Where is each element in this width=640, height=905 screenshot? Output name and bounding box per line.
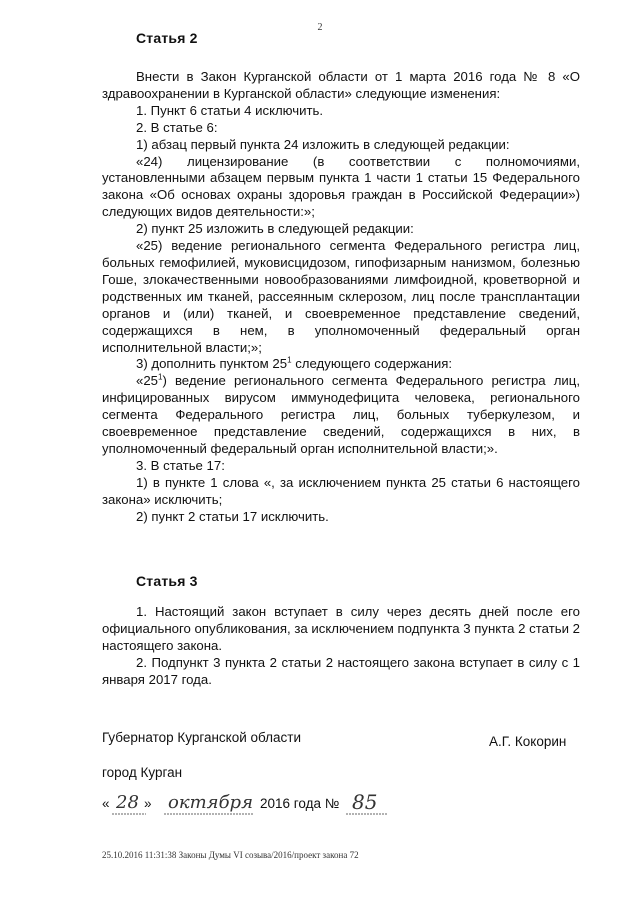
- paragraph-25-1-superscript: 1: [158, 372, 163, 382]
- article-2-item-3: 3. В статье 17:: [136, 457, 225, 473]
- date-year-text: 2016 года №: [260, 796, 340, 811]
- signing-date: [102, 792, 402, 820]
- article-2-item-2-3: [102, 356, 580, 373]
- article-2-body: [102, 69, 580, 525]
- article-3-paragraph-1: 1. Настоящий закон вступает в силу через десять дней после его официального опубликования, за исключением подпункта 3 пункта 2 статьи 2 настоящего закона.: [102, 604, 580, 653]
- date-open-quote: «: [102, 796, 110, 811]
- article-3-body: [102, 604, 580, 689]
- article-2-item-2-2: 2) пункт 25 изложить в следующей редакции:: [136, 221, 414, 237]
- article-2-item-3-1: 1) в пункте 1 слова «, за исключением пункта 25 статьи 6 настоящего закона» исключить;: [102, 474, 580, 507]
- date-close-quote: »: [144, 796, 152, 811]
- item-2-3-text-end: следующего содержания:: [291, 356, 453, 372]
- governor-name: А.Г. Кокорин: [489, 734, 567, 749]
- date-underlines: [102, 792, 392, 820]
- item-2-3-superscript: 1: [287, 356, 292, 366]
- paragraph-25-1-start: «25: [136, 373, 159, 389]
- article-2-item-2-1: 1) абзац первый пункта 24 изложить в следующей редакции:: [136, 136, 510, 152]
- city-name: город Курган: [102, 765, 183, 780]
- paragraph-25-text: «25) ведение регионального сегмента Федерального регистра лиц, больных гемофилией, муковисцидозом, гипофизарным нанизмом, болезнью Гоше, злокачественными новообразованиями лимфоидной, кроветворной и родственных им тканей, рассеянным склерозом, лиц после трансплантации органов и (или) тканей, и своевременное представление сведений, содержащихся в нем, в уполномоченный федеральный орган исполнительной власти;»;: [102, 238, 580, 355]
- paragraph-25-1-text: [102, 373, 580, 458]
- article-2-item-2: 2. В статье 6:: [136, 119, 218, 135]
- article-2-title: Статья 2: [136, 30, 198, 46]
- paragraph-24-text: «24) лицензирование (в соответствии с полномочиями, установленными абзацем первым пункта 1 части 1 статьи 15 Федерального закона «Об основах охраны здоровья граждан в Российской Федерации») следующих видов деятельности:»;: [102, 153, 580, 220]
- paragraph-25-1-rest: ) ведение регионального сегмента Федерального регистра лиц, инфицированных вирусом иммунодефицита человека, регионального сегмента Федерального регистра лиц, больных туберкулезом, и своевременное представление сведений, содержащихся в них, в уполномоченный федеральный орган исполнительной власти;».: [102, 373, 580, 456]
- article-3-paragraph-2: 2. Подпункт 3 пункта 2 статьи 2 настоящего закона вступает в силу с 1 января 2017 года.: [102, 654, 580, 687]
- governor-position: Губернатор Курганской области: [102, 730, 302, 745]
- law-number-handwritten: 85: [352, 790, 378, 814]
- date-day-handwritten: 28: [116, 792, 139, 813]
- date-month-handwritten: октября: [168, 792, 253, 813]
- file-path-footer: 25.10.2016 11:31:38 Законы Думы VI созыва/2016/проект закона 72: [102, 850, 359, 860]
- article-3-title: Статья 3: [136, 573, 198, 589]
- article-2-intro: Внести в Закон Курганской области от 1 марта 2016 года № 8 «О здравоохранении в Курганской области» следующие изменения:: [102, 69, 580, 101]
- article-2-item-1: 1. Пункт 6 статьи 4 исключить.: [136, 102, 324, 118]
- article-2-item-3-2: 2) пункт 2 статьи 17 исключить.: [136, 508, 329, 524]
- item-2-3-text: 3) дополнить пунктом 25: [136, 356, 288, 372]
- page-number: 2: [317, 22, 323, 33]
